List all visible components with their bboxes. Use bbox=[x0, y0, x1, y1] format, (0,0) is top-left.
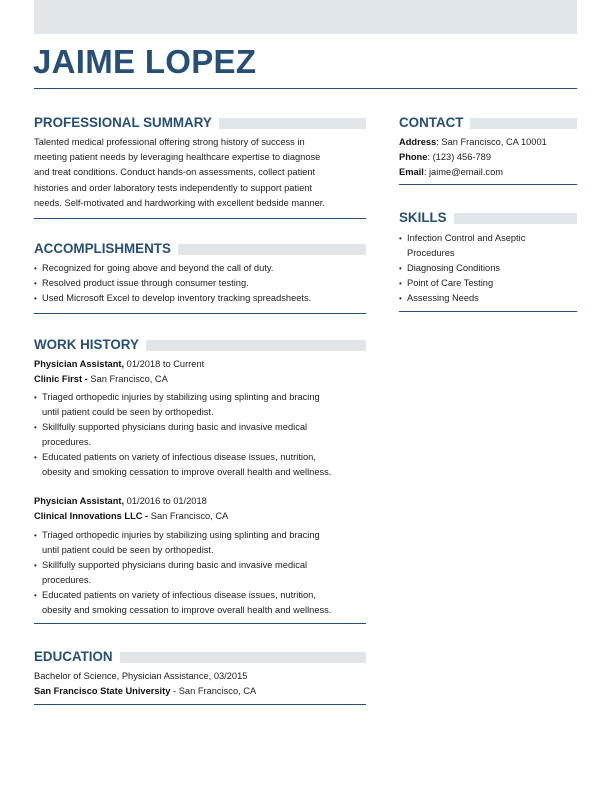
summary-rule bbox=[34, 218, 366, 219]
bullet-line: procedures. bbox=[42, 575, 92, 585]
header-rule bbox=[34, 88, 577, 89]
bullet-line: obesity and smoking cessation to improve overall health and wellness. bbox=[42, 467, 332, 477]
candidate-name: JAIME LOPEZ bbox=[33, 43, 257, 80]
header-band bbox=[34, 0, 577, 34]
contact-address-value: : San Francisco, CA 10001 bbox=[436, 137, 547, 147]
education-rule bbox=[34, 704, 366, 705]
contact-address bbox=[399, 135, 579, 150]
skill-line: • Assessing Needs bbox=[407, 293, 479, 303]
bullet-line: • Triaged orthopedic injuries by stabilizing using splinting and bracing bbox=[42, 530, 320, 540]
summary-line: Talented medical professional offering strong history of success in bbox=[34, 137, 305, 147]
bullet-line: • Educated patients on variety of infectious disease issues, nutrition, bbox=[42, 452, 316, 462]
contact-phone-label: Phone bbox=[399, 152, 428, 162]
bullet-line: obesity and smoking cessation to improve overall health and wellness. bbox=[42, 605, 332, 615]
work-rule bbox=[34, 623, 366, 624]
job-bullets bbox=[34, 390, 369, 480]
list-item bbox=[34, 528, 369, 558]
job-title: Physician Assistant, bbox=[34, 359, 125, 369]
education-degree: Bachelor of Science, Physician Assistance, 03/2015 bbox=[34, 671, 248, 681]
job-location: San Francisco, CA bbox=[90, 374, 168, 384]
accomplishments-rule bbox=[34, 313, 366, 314]
job-dates: 01/2016 to 01/2018 bbox=[126, 496, 207, 506]
job-entry bbox=[34, 494, 369, 524]
bullet-line: • Triaged orthopedic injuries by stabilizing using splinting and bracing bbox=[42, 392, 320, 402]
skills-rule bbox=[399, 311, 577, 312]
job-title-line bbox=[34, 357, 369, 372]
summary-heading bbox=[34, 115, 366, 131]
education-location: - San Francisco, CA bbox=[173, 686, 257, 696]
contact-heading bbox=[399, 115, 577, 131]
list-item bbox=[399, 291, 579, 306]
job-location: San Francisco, CA bbox=[150, 511, 229, 521]
list-item: • Resolved product issue through consumer testing. bbox=[34, 276, 369, 291]
education-heading bbox=[34, 649, 366, 665]
job-company: Clinical Innovations LLC - bbox=[34, 511, 149, 521]
education-entry bbox=[34, 669, 369, 699]
summary-line: meeting patient needs by leveraging healthcare expertise to diagnose bbox=[34, 152, 321, 163]
list-item bbox=[399, 261, 579, 276]
skills-heading-text: SKILLS bbox=[399, 210, 447, 225]
bullet-line: until patient could be seen by orthopedist. bbox=[42, 545, 214, 555]
contact-phone bbox=[399, 150, 579, 165]
education-heading-bar bbox=[120, 652, 366, 663]
list-item: • Recognized for going above and beyond the call of duty. bbox=[34, 261, 369, 276]
work-heading bbox=[34, 337, 366, 353]
summary-line: needs. Self-motivated and hardworking with excellent bedside manner. bbox=[34, 197, 325, 208]
job-bullets bbox=[34, 528, 369, 618]
bullet-line: • Skillfully supported physicians during basic and invasive medical bbox=[42, 422, 308, 432]
contact-rule bbox=[399, 184, 577, 185]
summary-heading-text: PROFESSIONAL SUMMARY bbox=[34, 115, 212, 130]
contact-email bbox=[399, 165, 579, 180]
accomplishments-heading-bar bbox=[178, 244, 366, 255]
skill-line: Procedures bbox=[407, 248, 455, 258]
bullet-line: until patient could be seen by orthopedist. bbox=[42, 407, 214, 417]
skills-list bbox=[399, 231, 579, 306]
accomplishments-list bbox=[34, 261, 369, 306]
job-title-line bbox=[34, 494, 369, 509]
accomplishments-heading bbox=[34, 241, 366, 257]
skills-heading-bar bbox=[454, 213, 577, 224]
summary-heading-bar bbox=[219, 118, 366, 129]
contact-phone-value: : (123) 456-789 bbox=[427, 152, 491, 162]
list-item bbox=[34, 420, 369, 450]
list-item bbox=[34, 390, 369, 420]
job-dates: 01/2018 to Current bbox=[126, 359, 205, 369]
list-item bbox=[34, 588, 369, 618]
education-school-line bbox=[34, 684, 369, 699]
skill-line: • Point of Care Testing bbox=[407, 278, 494, 288]
contact-heading-text: CONTACT bbox=[399, 115, 464, 130]
summary-line: and treat conditions. Conduct hands-on assessments, collect patient bbox=[34, 167, 316, 178]
contact-heading-bar bbox=[470, 118, 577, 129]
job-company-line bbox=[34, 372, 369, 387]
work-heading-text: WORK HISTORY bbox=[34, 337, 139, 352]
job-title: Physician Assistant, bbox=[34, 496, 125, 506]
contact-email-value: : jaime@email.com bbox=[423, 167, 503, 177]
education-heading-text: EDUCATION bbox=[34, 649, 113, 664]
list-item bbox=[34, 450, 369, 480]
list-item bbox=[34, 558, 369, 588]
list-item: • Used Microsoft Excel to develop inventory tracking spreadsheets. bbox=[34, 291, 369, 306]
contact-email-label: Email bbox=[399, 167, 424, 177]
list-item bbox=[399, 231, 579, 261]
job-company-line bbox=[34, 509, 369, 524]
contact-address-label: Address bbox=[399, 137, 437, 147]
job-company: Clinic First - bbox=[34, 374, 88, 384]
bullet-line: procedures. bbox=[42, 437, 92, 447]
bullet-line: • Skillfully supported physicians during basic and invasive medical bbox=[42, 560, 308, 570]
summary-line: histories and order laboratory tests independently to support patient bbox=[34, 182, 313, 193]
skill-line: • Diagnosing Conditions bbox=[407, 263, 501, 273]
education-school: San Francisco State University bbox=[34, 686, 171, 696]
list-item bbox=[399, 276, 579, 291]
skills-heading bbox=[399, 210, 577, 226]
bullet-line: • Educated patients on variety of infectious disease issues, nutrition, bbox=[42, 590, 316, 600]
job-entry bbox=[34, 357, 369, 387]
contact-details bbox=[399, 135, 579, 180]
accomplishments-heading-text: ACCOMPLISHMENTS bbox=[34, 241, 171, 256]
summary-text bbox=[34, 135, 369, 211]
work-heading-bar bbox=[146, 340, 366, 351]
skill-line: • Infection Control and Aseptic bbox=[407, 233, 526, 243]
